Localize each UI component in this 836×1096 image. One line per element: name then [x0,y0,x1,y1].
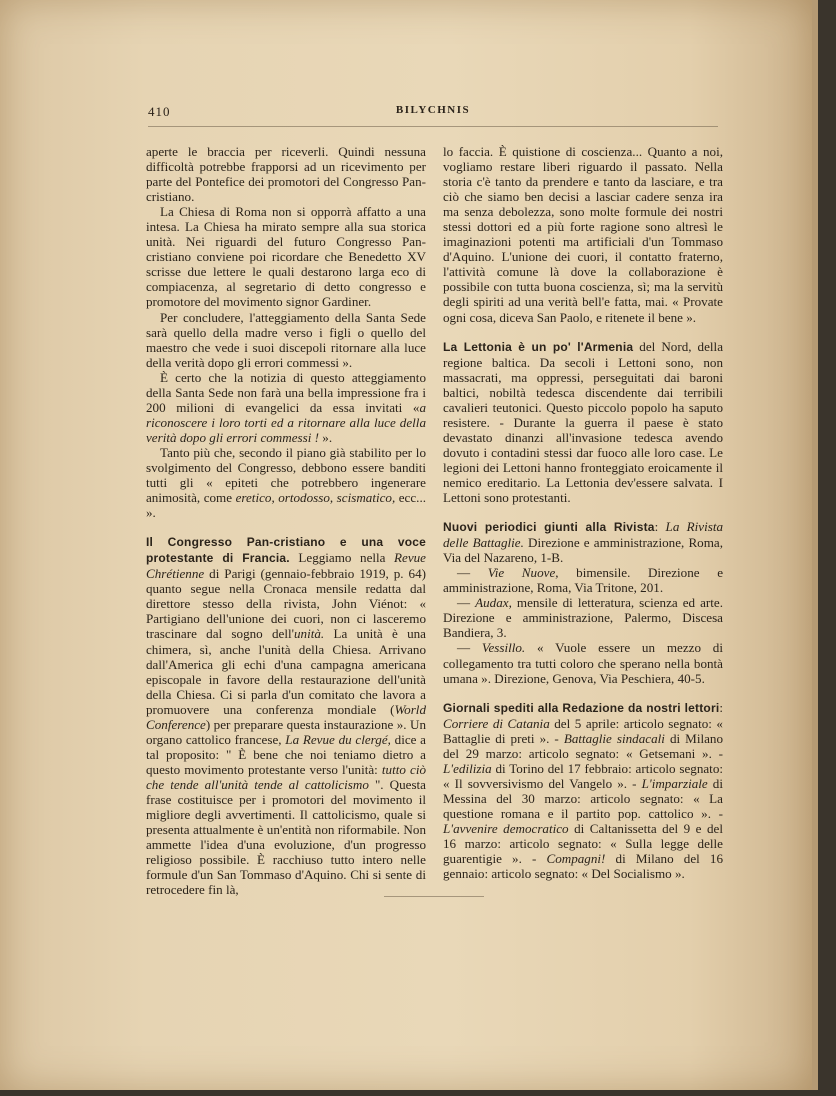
italic-quote: tutto ciò che tende all'unità tende al cattolicismo [146,761,426,792]
text-run: ) per preparare questa instaurazione ». Un organo cattolico francese, [146,716,426,747]
journal-title: BILYCHNIS [395,104,471,116]
text-run: del 5 aprile: articolo segnato: « Battaglie di preti ». - [443,715,723,746]
journal-name: Vie Nuove, [487,565,559,581]
journal-name: Battaglie sindacali [563,730,665,746]
periodical-entry [443,595,723,640]
paragraph: Per concludere, l'atteggiamento della Santa Sede sarà quello della madre verso i figli o quello del maestro che vede i suoi discepoli ritornare alla luce della verità dopo gli errori commessi ». [146,309,426,370]
text-run: La unità è una chimera, sì, anche l'unità della Chiesa. Arrivano dall'America gli echi d'una campagna americana episcopale in favore della restaurazione dell'unità della Chiesa. Ci si parla d'un comitato che lavora a promuovere una conferenza mondiale ( [146,626,426,717]
section-heading: Nuovi periodici giunti alla Rivista [443,520,655,535]
text-run: bimensile. Direzione e amministrazione, Roma, Via Tritone, 201. [443,565,724,596]
left-column [146,144,426,897]
periodical-entry [443,640,723,685]
text-run: di Caltanissetta del 9 e del 16 marzo: articolo segnato: « Sulla legge delle guarentigie ». - [443,820,723,867]
italic-term: World Conference [146,701,426,732]
periodical-entry [443,565,723,595]
journal-name: Revue Chrétienne [146,550,426,582]
section-pan-cristiano [146,534,426,897]
running-head [148,104,718,124]
text-run: : [654,519,666,535]
section-heading: Il Congresso Pan-cristiano e una voce protestante di Francia. [146,535,426,566]
text-run: Direzione e amministrazione, Roma, Via del Nazareno, 1-B. [443,535,723,566]
paragraph: lo faccia. È quistione di coscienza... Quanto a noi, vogliamo restare liberi riguardo il passato. Nella storia c'è tanto da prendere e tanto da lasciare, e tra ciò che siamo ben decisi a lasciar cadere senza ira ma senza debolezza, sono molte formule dei nostri stessi dottori ed a più forte ragione sono altresì le imaginazioni potenti ma artificiali d'un Tommaso d'Aquino. L'unione dei cuori, il contatto fraterno, l'attività comune là dove la collaborazione è possibile con tutta buona coscienza, sì; ma la servitù degli spiriti ad una verità bell'e fatta, mai. « Provate ogni cosa, diceva San Paolo, e ritenete il bene ». [443,144,723,325]
text-run: di Parigi (gennaio-febbraio 1919, p. 64) quanto segue nella Cronaca mensile redatta dal direttore stesso della rivista, John Viénot: « Partigiano dell'unione dei cuori, non ci lasceremo trascinare dal sogno dell' [146,566,426,642]
italic-word: unità. [293,626,325,642]
right-column [443,144,723,881]
section-heading: Giornali spediti alla Redazione da nostri lettori [443,700,720,715]
journal-name: La Rivista delle Battaglie. [443,519,723,551]
text-run: del Nord, della regione baltica. Da secoli i Lettoni sono, non massacrati, ma oppressi, perseguitati dai baroni baltici, nobiltà tedesca discendente dai terribili cavalieri teutonici. Questo piccolo popolo ha saputo resistere. - Durante la guerra il paese è stato devastato dinanzi all'invasione tedesca avendo dovuto i contadini stessi dar fuoco alle loro case. Le legioni dei Lettoni hanno fronteggiato eroicamente il nemico ereditario. La Lettonia dev'essere salvata. I Lettoni sono protestanti. [443,338,724,506]
text-run: ecc... ». [146,490,427,521]
italic-terms: eretico, ortodosso, scismatico, [235,490,396,506]
section-giornali [443,700,723,882]
section-heading: La Lettonia è un po' l'Armenia [443,339,634,354]
paragraph [146,445,426,520]
end-rule [384,896,484,897]
text-run: dice a tal proposito: " È bene che noi teniamo dietro a questo movimento protestante verso l'unità: [146,731,426,777]
dash: — [457,595,476,611]
journal-name: L'edilizia [443,760,492,776]
journal-name: Vessillo. [481,640,526,656]
paragraph: La Chiesa di Roma non si opporrà affatto a una intesa. La Chiesa ha mirato sempre alla sua storica unità. Nei riguardi del futuro Congresso Pan-cristiano conviene poi ricordare che Benedetto XV scrisse due lettere le quali destarono larga eco di compiacenza, al segretario di detto congresso e promotore del movimento signor Gardiner. [146,204,426,310]
journal-name: Compagni! [546,851,606,867]
italic-quote: a riconoscere i loro torti ed a ritornare alla luce della verità dopo gli errori commessi ! [146,399,426,445]
section-lettonia [443,339,723,506]
text-run: ". Questa frase costituisce per i promotori del movimento il migliore degli avvertimenti. Il cattolicismo, quale si presenta attualmente è un'entità non riformabile. Non ammette l'idea d'una evoluzione, d'un progresso religioso possibile. È racchiuso tutto intero nelle formule d'un San Tommaso d'Aquino. Chi si sente di retrocedere fin là, [146,776,426,898]
journal-name: Corriere di Catania [443,715,550,731]
text-run: di Milano del 16 gennaio: articolo segnato: « Del Socialismo ». [443,851,723,882]
journal-name: Audax, [475,595,512,611]
section-periodici [443,519,723,565]
page-number: 410 [148,104,171,119]
dash: — [457,640,482,656]
text-run: : [719,699,723,715]
text-run: « Vuole essere un mezzo di collegamento tra tutti coloro che sperano nella bontà umana ». Direzione, Genova, Via Peschiera, 40-5. [443,640,723,686]
journal-name: La Revue du clergé, [285,731,391,747]
text-run: È certo che la notizia di questo atteggiamento della Santa Sede non farà una bella impressione fra i 200 milioni di evangelici da essa invitati « [146,369,426,415]
journal-name: L'avvenire democratico [443,820,569,836]
text-run: ». [319,429,333,445]
text-run: Leggiamo nella [289,550,395,566]
text-run: Tanto più che, secondo il piano già stabilito per lo svolgimento del Congresso, debbono essere banditi tutti gli « epiteti che potrebbero ingenerare animosità, come [146,444,426,506]
dash: — [457,565,488,581]
text-run: di Torino del 17 febbraio: articolo segnato: « Il sovversivismo del Vangelo ». - [443,760,723,791]
text-run: mensile di letteratura, scienza ed arte. Direzione e amministrazione, Palermo, Discesa Bandiera, 3. [443,595,724,641]
header-rule [148,126,718,127]
text-run: di Milano del 29 marzo: articolo segnato: « Getsemani ». - [443,730,723,761]
paragraph: aperte le braccia per riceverli. Quindi nessuna difficoltà potrebbe frapporsi ad un ricevimento per parte del Pontefice dei promotori del Congresso Pan-cristiano. [146,144,426,205]
text-run: di Messina del 30 marzo: articolo segnato: « La questione romana e il partito pop. cattolico ». - [443,775,723,821]
paragraph [146,370,426,445]
journal-name: L'imparziale [641,775,708,791]
